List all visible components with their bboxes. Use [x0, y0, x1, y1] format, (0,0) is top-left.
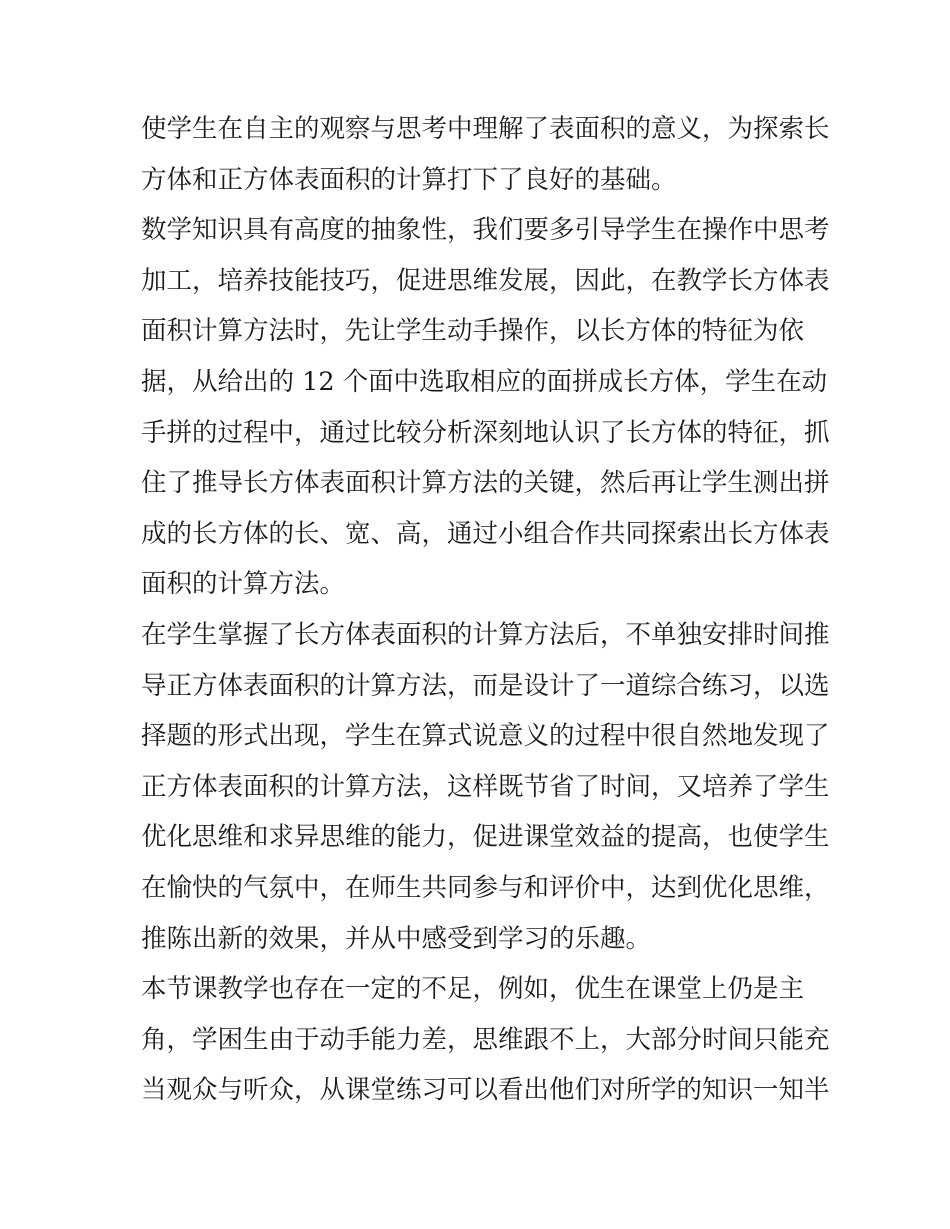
- text-line: 方体和正方体表面积的计算打下了良好的基础。: [141, 164, 677, 195]
- text-line: 据，从给出的 12 个面中选取相应的面拼成长方体，学生在动: [141, 366, 828, 397]
- text-line: 住了推导长方体表面积计算方法的关键，然后再让学生测出拼: [141, 468, 830, 499]
- text-line: 在学生掌握了长方体表面积的计算方法后，不单独安排时间推: [141, 619, 830, 650]
- text-line: 手拼的过程中，通过比较分析深刻地认识了长方体的特征，抓: [141, 417, 830, 448]
- text-line: 择题的形式出现，学生在算式说意义的过程中很自然地发现了: [141, 721, 830, 752]
- text-line: 面积的计算方法。: [141, 569, 346, 600]
- text-line: 当观众与听众，从课堂练习可以看出他们对所学的知识一知半: [141, 1075, 830, 1106]
- text-line: 推陈出新的效果，并从中感受到学习的乐趣。: [141, 923, 652, 954]
- text-line: 成的长方体的长、宽、高，通过小组合作共同探索出长方体表: [141, 518, 830, 549]
- text-line: 面积计算方法时，先让学生动手操作，以长方体的特征为依: [141, 316, 805, 347]
- text-line: 角，学困生由于动手能力差，思维跟不上，大部分时间只能充: [141, 1024, 830, 1055]
- text-line: 加工，培养技能技巧，促进思维发展，因此，在教学长方体表: [141, 265, 830, 296]
- text-line: 优化思维和求异思维的能力，促进课堂效益的提高，也使学生: [141, 822, 830, 853]
- text-line: 正方体表面积的计算方法，这样既节省了时间，又培养了学生: [141, 771, 830, 802]
- text-line: 在愉快的气氛中，在师生共同参与和评价中，达到优化思维，: [141, 872, 830, 903]
- text-line: 使学生在自主的观察与思考中理解了表面积的意义，为探索长: [141, 114, 830, 144]
- text-line: 本节课教学也存在一定的不足，例如，优生在课堂上仍是主: [141, 974, 805, 1005]
- body-text: [141, 104, 830, 1116]
- text-line: 导正方体表面积的计算方法，而是设计了一道综合练习，以选: [141, 670, 830, 701]
- text-line: 数学知识具有高度的抽象性，我们要多引导学生在操作中思考: [141, 215, 830, 246]
